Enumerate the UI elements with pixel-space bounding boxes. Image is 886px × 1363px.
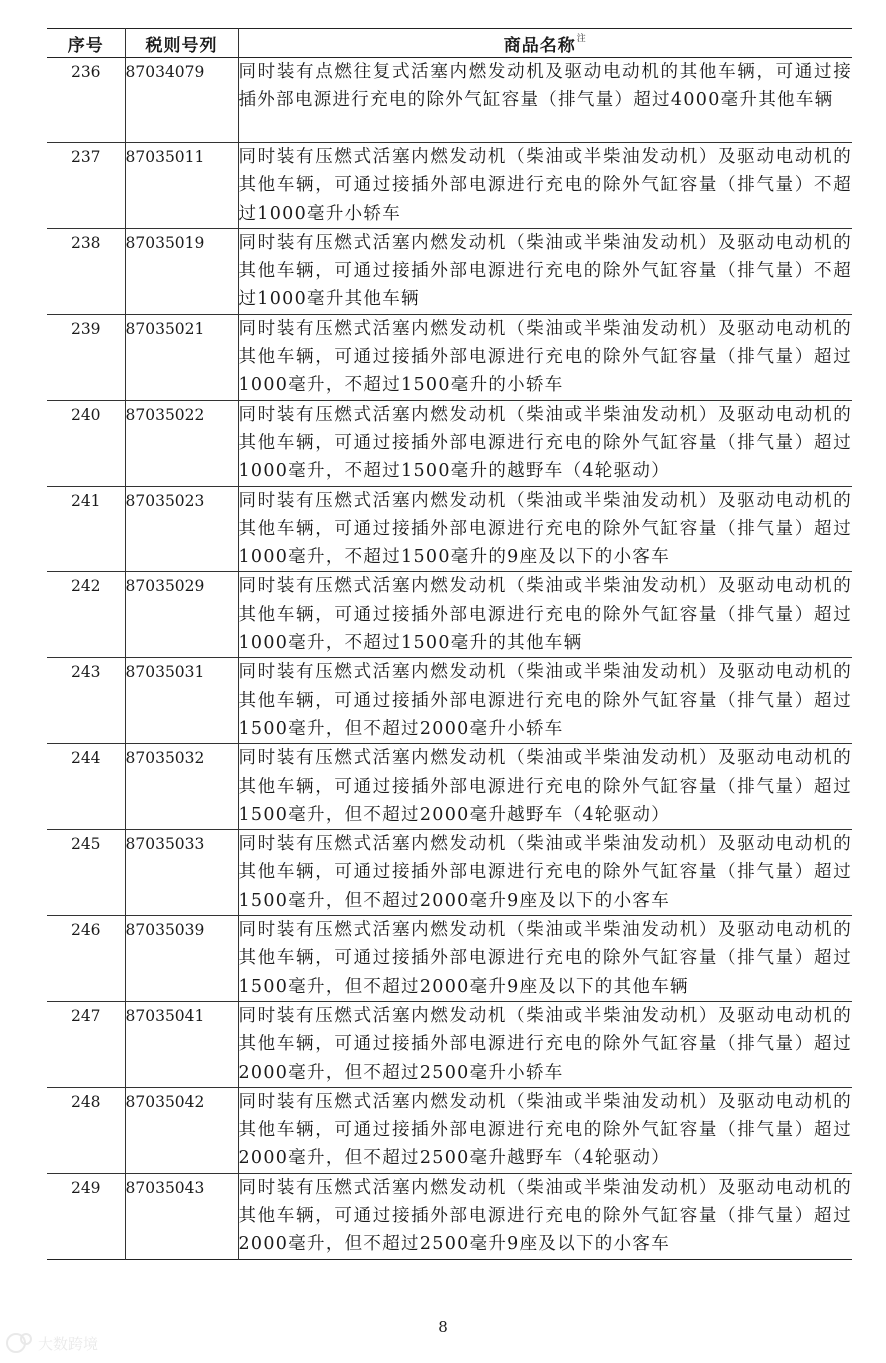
row-product-name: 同时装有压燃式活塞内燃发动机（柴油或半柴油发动机）及驱动电动机的其他车辆，可通过接插外部电源进行充电的除外气缸容量（排气量）超过1500毫升，但不超过2000毫升9座及以下的其他车辆 [238, 916, 852, 1002]
row-seq: 241 [70, 491, 101, 510]
header-code: 税则号列 [125, 29, 238, 58]
row-tariff-code: 87035032 [125, 744, 238, 830]
header-name [238, 29, 852, 58]
row-product-name: 同时装有压燃式活塞内燃发动机（柴油或半柴油发动机）及驱动电动机的其他车辆，可通过接插外部电源进行充电的除外气缸容量（排气量）超过1000毫升，不超过1500毫升的其他车辆 [238, 572, 852, 658]
row-tariff-code: 87035029 [125, 572, 238, 658]
row-seq: 248 [70, 1092, 101, 1111]
row-product-name: 同时装有压燃式活塞内燃发动机（柴油或半柴油发动机）及驱动电动机的其他车辆，可通过接插外部电源进行充电的除外气缸容量（排气量）超过2000毫升，但不超过2500毫升小轿车 [238, 1001, 852, 1087]
watermark-text: 大数跨境 [38, 1335, 99, 1353]
row-product-name: 同时装有压燃式活塞内燃发动机（柴油或半柴油发动机）及驱动电动机的其他车辆，可通过接插外部电源进行充电的除外气缸容量（排气量）不超过1000毫升其他车辆 [238, 228, 852, 314]
row-tariff-code: 87035022 [125, 400, 238, 486]
row-seq: 244 [70, 749, 101, 768]
row-product-name: 同时装有压燃式活塞内燃发动机（柴油或半柴油发动机）及驱动电动机的其他车辆，可通过接插外部电源进行充电的除外气缸容量（排气量）超过1500毫升，但不超过2000毫升越野车（4轮驱动） [238, 744, 852, 830]
row-tariff-code: 87035043 [125, 1173, 238, 1259]
table-row [47, 143, 852, 229]
row-tariff-code: 87035019 [125, 228, 238, 314]
row-seq: 243 [70, 663, 101, 682]
row-product-name: 同时装有点燃往复式活塞内燃发动机及驱动电动机的其他车辆，可通过接插外部电源进行充电的除外气缸容量（排气量）超过4000毫升其他车辆 [238, 58, 852, 143]
row-seq: 247 [70, 1006, 101, 1025]
row-seq: 242 [70, 577, 101, 596]
table-row [47, 658, 852, 744]
row-seq: 237 [70, 148, 101, 166]
row-seq: 240 [70, 405, 101, 424]
header-name-note: 注 [576, 33, 587, 44]
table-row [47, 486, 852, 572]
row-product-name: 同时装有压燃式活塞内燃发动机（柴油或半柴油发动机）及驱动电动机的其他车辆，可通过接插外部电源进行充电的除外气缸容量（排气量）超过1000毫升，不超过1500毫升的越野车（4轮驱动） [238, 400, 852, 486]
row-product-name: 同时装有压燃式活塞内燃发动机（柴油或半柴油发动机）及驱动电动机的其他车辆，可通过接插外部电源进行充电的除外气缸容量（排气量）超过1500毫升，但不超过2000毫升9座及以下的小客车 [238, 830, 852, 916]
table-row [47, 1173, 852, 1259]
row-tariff-code: 87035033 [125, 830, 238, 916]
table-row [47, 314, 852, 400]
row-product-name: 同时装有压燃式活塞内燃发动机（柴油或半柴油发动机）及驱动电动机的其他车辆，可通过接插外部电源进行充电的除外气缸容量（排气量）超过2000毫升，但不超过2500毫升越野车（4轮驱动） [238, 1087, 852, 1173]
table-row [47, 400, 852, 486]
watermark-logo-icon [4, 1328, 124, 1358]
table-row [47, 1087, 852, 1173]
table-header [47, 29, 852, 58]
row-seq: 246 [70, 921, 101, 940]
row-tariff-code: 87034079 [125, 58, 238, 143]
row-seq: 245 [70, 835, 101, 854]
table-row [47, 58, 852, 143]
table-row [47, 572, 852, 658]
header-name-label: 商品名称 [503, 35, 576, 56]
table-row [47, 1001, 852, 1087]
tariff-table [47, 28, 852, 1260]
row-tariff-code: 87035021 [125, 314, 238, 400]
row-tariff-code: 87035031 [125, 658, 238, 744]
row-seq: 236 [70, 63, 101, 81]
row-tariff-code: 87035011 [125, 143, 238, 229]
row-product-name: 同时装有压燃式活塞内燃发动机（柴油或半柴油发动机）及驱动电动机的其他车辆，可通过接插外部电源进行充电的除外气缸容量（排气量）超过1000毫升，不超过1500毫升的小轿车 [238, 314, 852, 400]
row-tariff-code: 87035041 [125, 1001, 238, 1087]
row-product-name: 同时装有压燃式活塞内燃发动机（柴油或半柴油发动机）及驱动电动机的其他车辆，可通过接插外部电源进行充电的除外气缸容量（排气量）不超过1000毫升小轿车 [238, 143, 852, 229]
row-seq: 238 [70, 233, 101, 252]
table-row [47, 830, 852, 916]
header-row [47, 29, 852, 58]
row-seq: 239 [70, 319, 101, 338]
row-tariff-code: 87035039 [125, 916, 238, 1002]
table-row [47, 228, 852, 314]
row-seq: 249 [70, 1178, 101, 1197]
table-row [47, 744, 852, 830]
row-product-name: 同时装有压燃式活塞内燃发动机（柴油或半柴油发动机）及驱动电动机的其他车辆，可通过接插外部电源进行充电的除外气缸容量（排气量）超过1000毫升，不超过1500毫升的9座及以下的小客车 [238, 486, 852, 572]
table-row [47, 916, 852, 1002]
row-product-name: 同时装有压燃式活塞内燃发动机（柴油或半柴油发动机）及驱动电动机的其他车辆，可通过接插外部电源进行充电的除外气缸容量（排气量）超过1500毫升，但不超过2000毫升小轿车 [238, 658, 852, 744]
header-seq: 序号 [67, 35, 104, 56]
row-tariff-code: 87035042 [125, 1087, 238, 1173]
table-body [47, 58, 852, 1260]
row-tariff-code: 87035023 [125, 486, 238, 572]
row-product-name: 同时装有压燃式活塞内燃发动机（柴油或半柴油发动机）及驱动电动机的其他车辆，可通过接插外部电源进行充电的除外气缸容量（排气量）超过2000毫升，但不超过2500毫升9座及以下的小客车 [238, 1173, 852, 1259]
page-number: 8 [438, 1318, 448, 1336]
